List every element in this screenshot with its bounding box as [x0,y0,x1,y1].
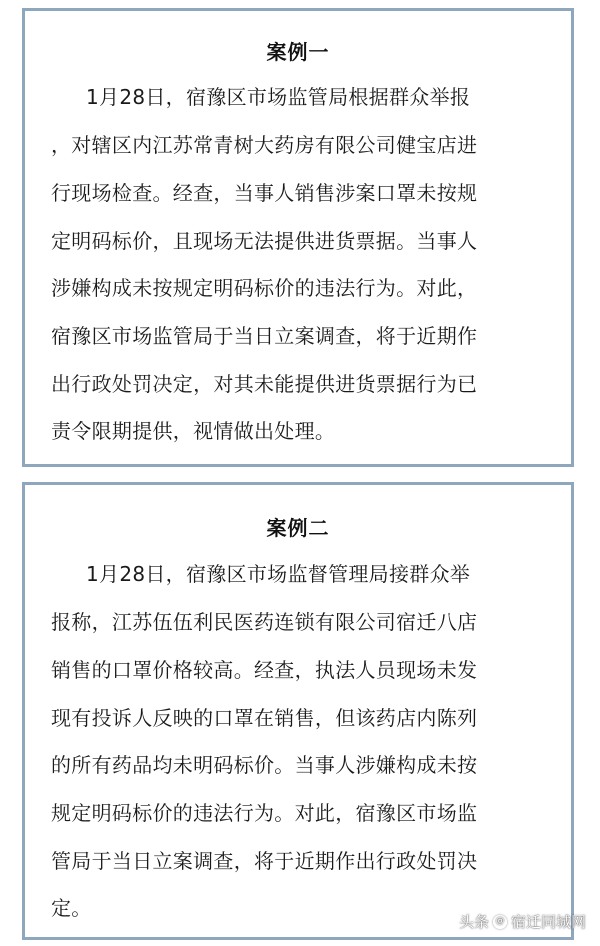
case-line: ，对辖区内江苏常青树大药房有限公司健宝店进 [51,133,478,157]
case-box-2 [22,482,574,940]
at-icon: @ [493,915,507,929]
case-line: 责令限期提供，视情做出处理。 [51,419,336,443]
case-line: 行现场检查。经查，当事人销售涉案口罩未按规 [51,181,478,205]
watermark [459,911,586,932]
case-title: 案例二 [266,516,330,540]
watermark-brand: 头条 [458,913,489,931]
case-line: 1月28日，宿豫区市场监督管理局接群众举 [86,562,471,586]
case-line: 管局于当日立案调查，将于近期作出行政处罚决 [51,849,478,873]
case-line: 出行政处罚决定，对其未能提供进货票据行为已 [51,372,478,396]
watermark-account: 宿迁同城网 [510,913,586,931]
case-line: 报称，江苏伍伍利民医药连锁有限公司宿迁八店 [51,610,478,634]
case-line: 的所有药品均未明码标价。当事人涉嫌构成未按 [51,753,478,777]
case-line: 现有投诉人反映的口罩在销售，但该药店内陈列 [51,706,478,730]
case-line: 1月28日，宿豫区市场监管局根据群众举报 [86,85,471,109]
case-line: 宿豫区市场监管局于当日立案调查，将于近期作 [51,324,478,348]
case-line: 涉嫌构成未按规定明码标价的违法行为。对此， [51,276,478,300]
case-box-1 [22,8,574,467]
case-line: 定明码标价，且现场无法提供进货票据。当事人 [51,229,478,253]
case-title: 案例一 [266,40,330,64]
case-line: 规定明码标价的违法行为。对此，宿豫区市场监 [51,801,478,825]
case-line: 定。 [51,896,92,920]
case-line: 销售的口罩价格较高。经查，执法人员现场未发 [51,658,478,682]
